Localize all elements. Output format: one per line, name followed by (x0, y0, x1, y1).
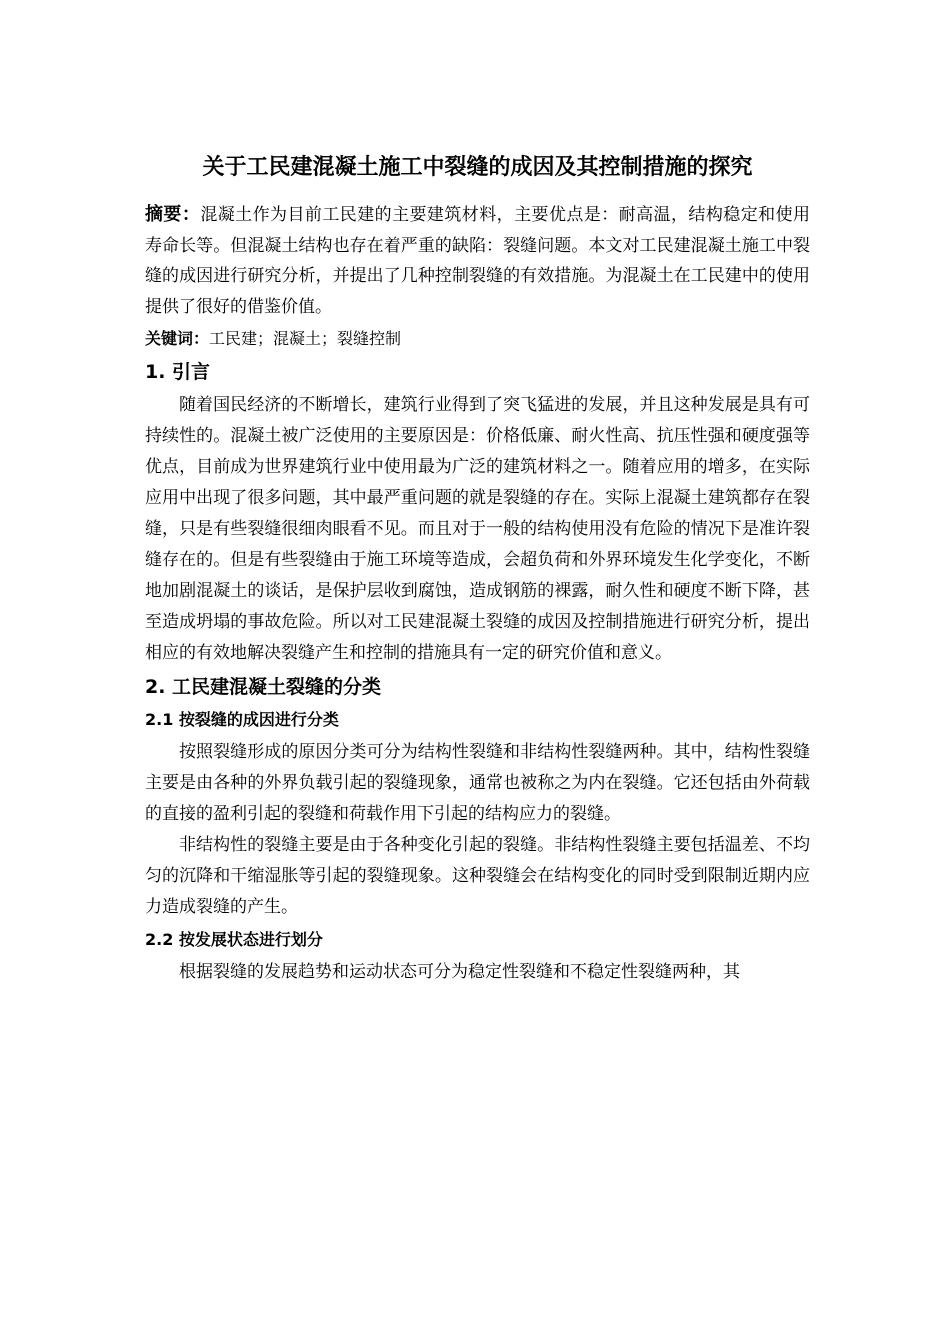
section-heading-classification: 2. 工民建混凝土裂缝的分类 (145, 676, 382, 698)
paragraph: 按照裂缝形成的原因分类可分为结构性裂缝和非结构性裂缝两种。其中，结构性裂缝主要是由各种的外界负载引起的裂缝现象，通常也被称之为内在裂缝。它还包括由外荷载的直接的盈利引起的裂缝和荷载作用下引起的结构应力的裂缝。 (145, 742, 810, 824)
section-heading-introduction: 1. 引言 (145, 361, 211, 383)
paragraph: 根据裂缝的发展趋势和运动状态可分为稳定性裂缝和不稳定性裂缝两种，其 (179, 962, 740, 982)
paragraph: 非结构性的裂缝主要是由于各种变化引起的裂缝。非结构性裂缝主要包括温差、不均匀的沉降和干缩湿胀等引起的裂缝现象。这种裂缝会在结构变化的同时受到限制近期内应力造成裂缝的产生。 (145, 835, 810, 917)
paragraph: 随着国民经济的不断增长，建筑行业得到了突飞猛进的发展，并且这种发展是具有可持续性的。混凝土被广泛使用的主要原因是：价格低廉、耐火性高、抗压性强和硬度强等优点，目前成为世界建筑行业中使用最为广泛的建筑材料之一。随着应用的增多，在实际应用中出现了很多问题，其中最严重问题的就是裂缝的存在。实际上混凝土建筑都存在裂缝，只是有些裂缝很细肉眼看不见。而且对于一般的结构使用没有危险的情况下是准许裂缝存在的。但是有些裂缝由于施工环境等造成，会超负荷和外界环境发生化学变化，不断地加剧混凝土的谈话，是保护层收到腐蚀，造成钢筋的裸露，耐久性和硬度不断下降，甚至造成坍塌的事故危险。所以对工民建混凝土裂缝的成因及控制措施进行研究分析，提出相应的有效地解决裂缝产生和控制的措施具有一定的研究价值和意义。 (145, 395, 810, 663)
document-title: 关于工民建混凝土施工中裂缝的成因及其控制措施的探究 (202, 155, 753, 180)
subsection-heading-by-state: 2.2 按发展状态进行划分 (145, 930, 323, 949)
abstract (145, 200, 810, 322)
abstract-label: 摘要： (145, 204, 201, 225)
keywords-text: 工民建；混凝土；裂缝控制 (209, 329, 402, 348)
document-page (145, 150, 810, 988)
keywords-label: 关键词： (145, 329, 210, 348)
keywords (145, 324, 810, 354)
abstract-text: 混凝土作为目前工民建的主要建筑材料，主要优点是：耐高温，结构稳定和使用寿命长等。但混凝土结构也存在着严重的缺陷：裂缝问题。本文对工民建混凝土施工中裂缝的成因进行研究分析，并提出了几种控制裂缝的有效措施。为混凝土在工民建中的使用提供了很好的借鉴价值。 (145, 205, 811, 317)
subsection-heading-by-cause: 2.1 按裂缝的成因进行分类 (145, 710, 339, 729)
